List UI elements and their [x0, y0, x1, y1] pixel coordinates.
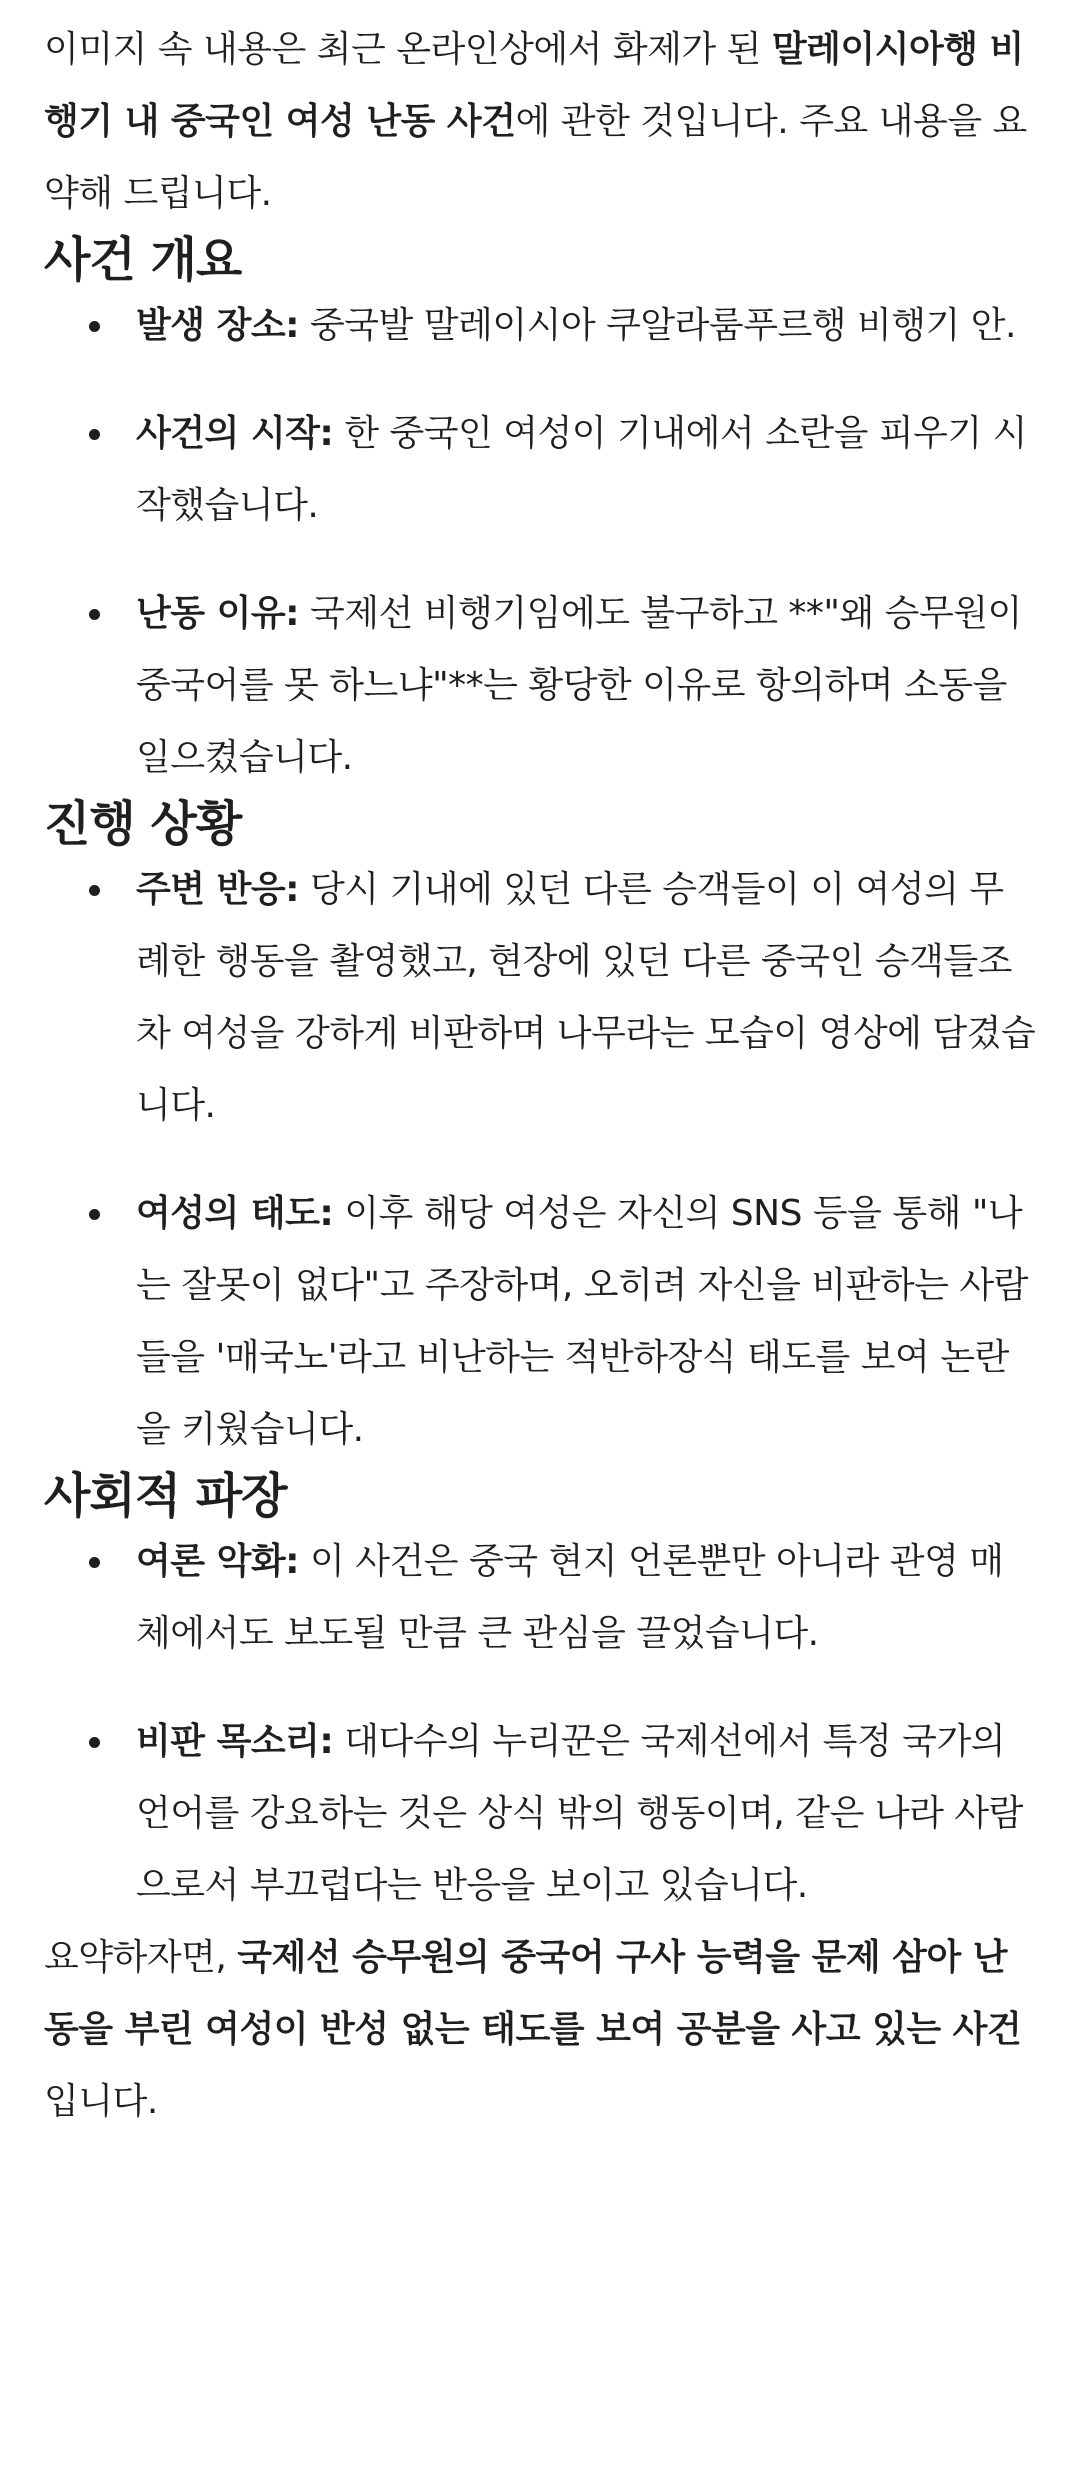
bullet-icon	[89, 609, 100, 620]
item-label: 발생 장소:	[136, 305, 300, 346]
bullet-icon	[89, 1737, 100, 1748]
section-heading-overview: 사건 개요	[44, 232, 242, 288]
item-label: 여성의 태도:	[136, 1193, 334, 1234]
item-label: 난동 이유:	[136, 593, 300, 634]
list-item	[44, 1178, 1036, 1466]
summary-text-end: 입니다.	[44, 2081, 158, 2122]
item-label: 비판 목소리:	[136, 1721, 334, 1762]
item-label: 사건의 시작:	[136, 413, 334, 454]
list-item	[44, 854, 1036, 1142]
summary-text-start: 요약하자면,	[44, 1937, 238, 1978]
intro-bold-topic: 말레이시아행 비행기 내 중국인 여성 난동 사건	[44, 29, 1024, 142]
overview-list	[44, 290, 1036, 794]
bullet-icon	[89, 429, 100, 440]
item-text: 이후 해당 여성은 자신의 SNS 등을 통해 "나는 잘못이 없다"고 주장하며, 오히려 자신을 비판하는 사람들을 '매국노'라고 비난하는 적반하장식 태도를 보여 논란을 키웠습니다.	[136, 1193, 1028, 1450]
intro-text-start: 이미지 속 내용은 최근 온라인상에서 화제가 된	[44, 29, 772, 70]
bullet-icon	[89, 885, 100, 896]
list-item	[44, 1526, 1036, 1670]
list-item	[44, 398, 1036, 542]
bullet-icon	[89, 1209, 100, 1220]
item-text: 이 사건은 중국 현지 언론뿐만 아니라 관영 매체에서도 보도될 만큼 큰 관심을 끌었습니다.	[136, 1541, 1004, 1654]
summary-paragraph	[44, 1922, 1036, 2138]
list-item	[44, 578, 1036, 794]
item-text: 한 중국인 여성이 기내에서 소란을 피우기 시작했습니다.	[136, 413, 1027, 526]
item-text: 대다수의 누리꾼은 국제선에서 특정 국가의 언어를 강요하는 것은 상식 밖의 행동이며, 같은 나라 사람으로서 부끄럽다는 반응을 보이고 있습니다.	[136, 1721, 1023, 1906]
list-item	[44, 290, 1036, 362]
bullet-icon	[89, 321, 100, 332]
item-label: 여론 악화:	[136, 1541, 300, 1582]
progress-list	[44, 854, 1036, 1466]
impact-list	[44, 1526, 1036, 1922]
item-text: 국제선 비행기임에도 불구하고 **"왜 승무원이 중국어를 못 하느냐"**는 황당한 이유로 항의하며 소동을 일으켰습니다.	[136, 593, 1022, 778]
bullet-icon	[89, 1557, 100, 1568]
intro-text-end: 에 관한 것입니다. 주요 내용을 요약해 드립니다.	[44, 101, 1027, 214]
item-text: 당시 기내에 있던 다른 승객들이 이 여성의 무례한 행동을 촬영했고, 현장에 있던 다른 중국인 승객들조차 여성을 강하게 비판하며 나무라는 모습이 영상에 담겼습니다.	[136, 869, 1036, 1126]
section-heading-progress: 진행 상황	[44, 796, 242, 852]
list-item	[44, 1706, 1036, 1922]
item-label: 주변 반응:	[136, 869, 300, 910]
section-heading-impact: 사회적 파장	[44, 1468, 287, 1524]
item-text: 중국발 말레이시아 쿠알라룸푸르행 비행기 안.	[299, 305, 1016, 346]
intro-paragraph	[44, 14, 1036, 230]
summary-bold: 국제선 승무원의 중국어 구사 능력을 문제 삼아 난동을 부린 여성이 반성 없는 태도를 보여 공분을 사고 있는 사건	[44, 1937, 1022, 2050]
